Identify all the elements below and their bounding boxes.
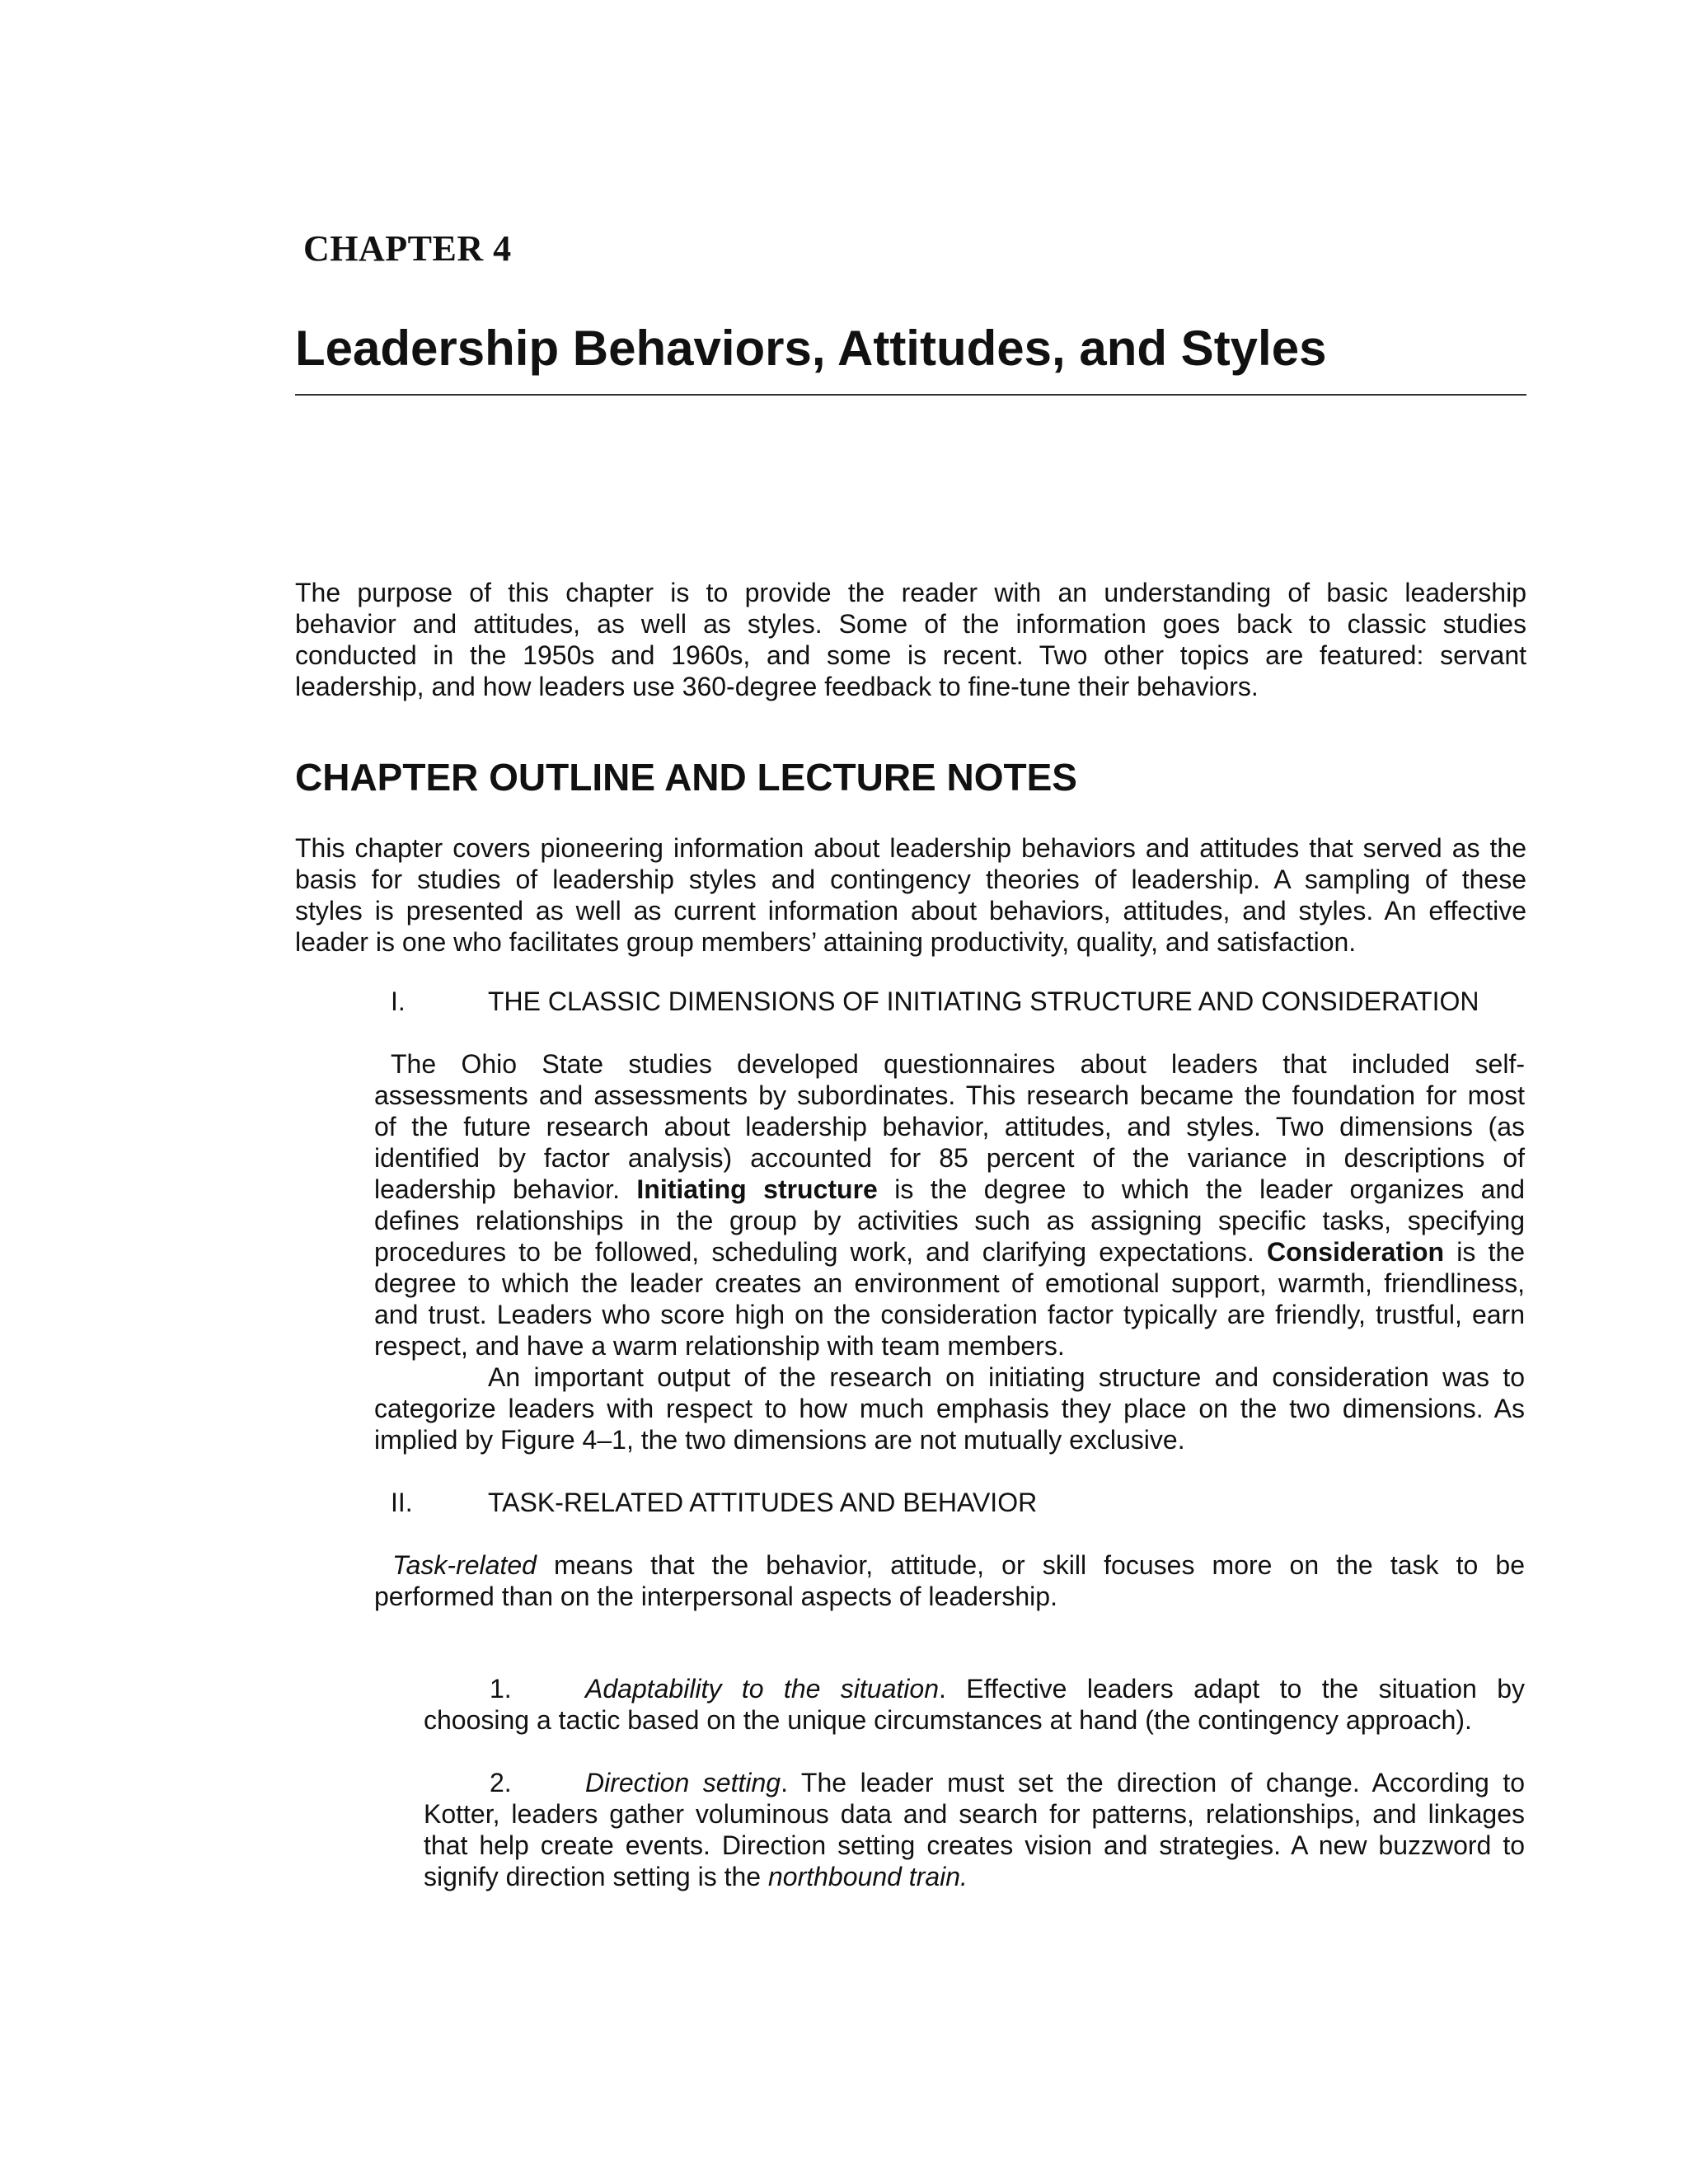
para-line [374,1424,1525,1455]
para-line-text: implied by Figure 4–1, the two dimensions are not mutually exclusive. [374,1425,1185,1455]
para-text: leadership behavior. [374,1174,620,1204]
term-consideration: Consideration [1266,1237,1445,1267]
section-1-paragraph-1 [374,1048,1525,1361]
section-1-heading [391,986,1528,1017]
term-direction-setting: Direction setting [585,1768,781,1797]
intro-line: leadership, and how leaders use 360-degree feedback to fine-tune their behaviors. [295,672,1259,701]
para-line-text [392,1549,1525,1581]
para-line [374,1268,1525,1299]
para-line [374,1080,1525,1111]
para-text: signify direction setting is the [424,1862,762,1891]
chapter-title: Leadership Behaviors, Attitudes, and Styles [295,321,1327,376]
para-text: procedures to be followed, scheduling work, and clarifying expectations. [374,1237,1254,1267]
para-text: . Effective leaders adapt to the situation by [939,1674,1526,1704]
para-line [374,1111,1525,1142]
intro-line: conducted in the 1950s and 1960s, and some is recent. Two other topics are featured: servant [295,640,1526,670]
title-divider [295,394,1526,396]
list-item-1-number: 1. [490,1674,512,1704]
para-line-text: assessments and assessments by subordinates. This research became the foundation for most [374,1080,1525,1110]
para-line [374,1299,1525,1330]
para-line [424,1767,1525,1798]
para-line-text [374,1236,1525,1268]
para-line [374,1393,1525,1424]
para-line [424,1704,1525,1736]
section-2-heading [391,1487,1528,1518]
section-1-title: THE CLASSIC DIMENSIONS OF INITIATING STRUCTURE AND CONSIDERATION [488,987,1479,1016]
para-line-text: An important output of the research on initiating structure and consideration was to [488,1362,1525,1392]
para-line [424,1830,1525,1861]
para-text: . The leader must set the direction of change. According to [781,1768,1526,1797]
overview-line: styles is presented as well as current information about behaviors, attitudes, and styles. An effective [295,896,1526,926]
intro-line: The purpose of this chapter is to provide the reader with an understanding of basic leadership [295,578,1526,607]
para-line-text: of the future research about leadership behavior, attitudes, and styles. Two dimensions (as [374,1112,1525,1141]
para-line-text [424,1767,1525,1798]
overview-line: basis for studies of leadership styles and contingency theories of leadership. A sampling of these [295,865,1526,894]
para-text: is the [1456,1237,1526,1267]
section-2-numeral: II. [391,1488,413,1517]
chapter-label: CHAPTER 4 [303,228,512,269]
para-line-text: categorize leaders with respect to how much emphasis they place on the two dimensions. As [374,1394,1525,1423]
term-northbound-train: northbound train. [767,1862,968,1891]
para-line-text: defines relationships in the group by activities such as assigning specific tasks, specifying [374,1206,1525,1235]
para-line [374,1581,1525,1612]
para-line-text [374,1174,1525,1205]
section-2-title: TASK-RELATED ATTITUDES AND BEHAVIOR [488,1488,1038,1517]
section-1-paragraph-2 [374,1361,1525,1455]
section-1-numeral: I. [391,987,406,1016]
para-line [374,1205,1525,1236]
para-line [424,1673,1525,1704]
para-line [424,1798,1525,1830]
para-line-text: identified by factor analysis) accounted for 85 percent of the variance in descriptions of [374,1143,1525,1173]
outline-heading: CHAPTER OUTLINE AND LECTURE NOTES [295,756,1077,799]
para-line-text: choosing a tactic based on the unique circumstances at hand (the contingency approach). [424,1705,1472,1735]
para-line-text: and trust. Leaders who score high on the consideration factor typically are friendly, trustful, earn [374,1300,1525,1329]
para-line [374,1549,1525,1581]
para-line [374,1236,1525,1268]
para-line-text: respect, and have a warm relationship with team members. [374,1331,1065,1361]
section-2-paragraph [374,1549,1525,1612]
term-initiating-structure: Initiating structure [636,1174,878,1204]
overview-line: This chapter covers pioneering information about leadership behaviors and attitudes that served as the [295,833,1526,863]
para-line [374,1330,1525,1361]
para-line [424,1861,1525,1892]
para-line [374,1174,1525,1205]
overview-line: leader is one who facilitates group members’ attaining productivity, quality, and satisfaction. [295,927,1357,957]
para-line-text [424,1861,968,1892]
para-line-text: The Ohio State studies developed questionnaires about leaders that included self- [391,1049,1525,1079]
intro-line: behavior and attitudes, as well as styles. Some of the information goes back to classic studies [295,609,1526,639]
para-text: is the degree to which the leader organizes and [894,1174,1526,1204]
para-text: means that the behavior, attitude, or skill focuses more on the task to be [554,1550,1526,1580]
para-line-text [424,1673,1525,1704]
para-line-text: degree to which the leader creates an environment of emotional support, warmth, friendliness, [374,1268,1525,1298]
para-line [374,1361,1525,1393]
list-item-2 [424,1767,1525,1892]
term-adaptability: Adaptability to the situation [585,1674,939,1704]
list-item-1 [424,1673,1525,1736]
para-line [374,1142,1525,1174]
intro-paragraph [295,577,1526,702]
term-task-related: Task-related [392,1550,537,1580]
para-line-text: performed than on the interpersonal aspects of leadership. [374,1582,1057,1611]
para-line [374,1048,1525,1080]
para-line-text: that help create events. Direction setting creates vision and strategies. A new buzzword to [424,1830,1525,1860]
list-item-2-number: 2. [490,1768,512,1797]
overview-paragraph [295,832,1526,958]
para-line-text: Kotter, leaders gather voluminous data and search for patterns, relationships, and linkages [424,1799,1525,1829]
